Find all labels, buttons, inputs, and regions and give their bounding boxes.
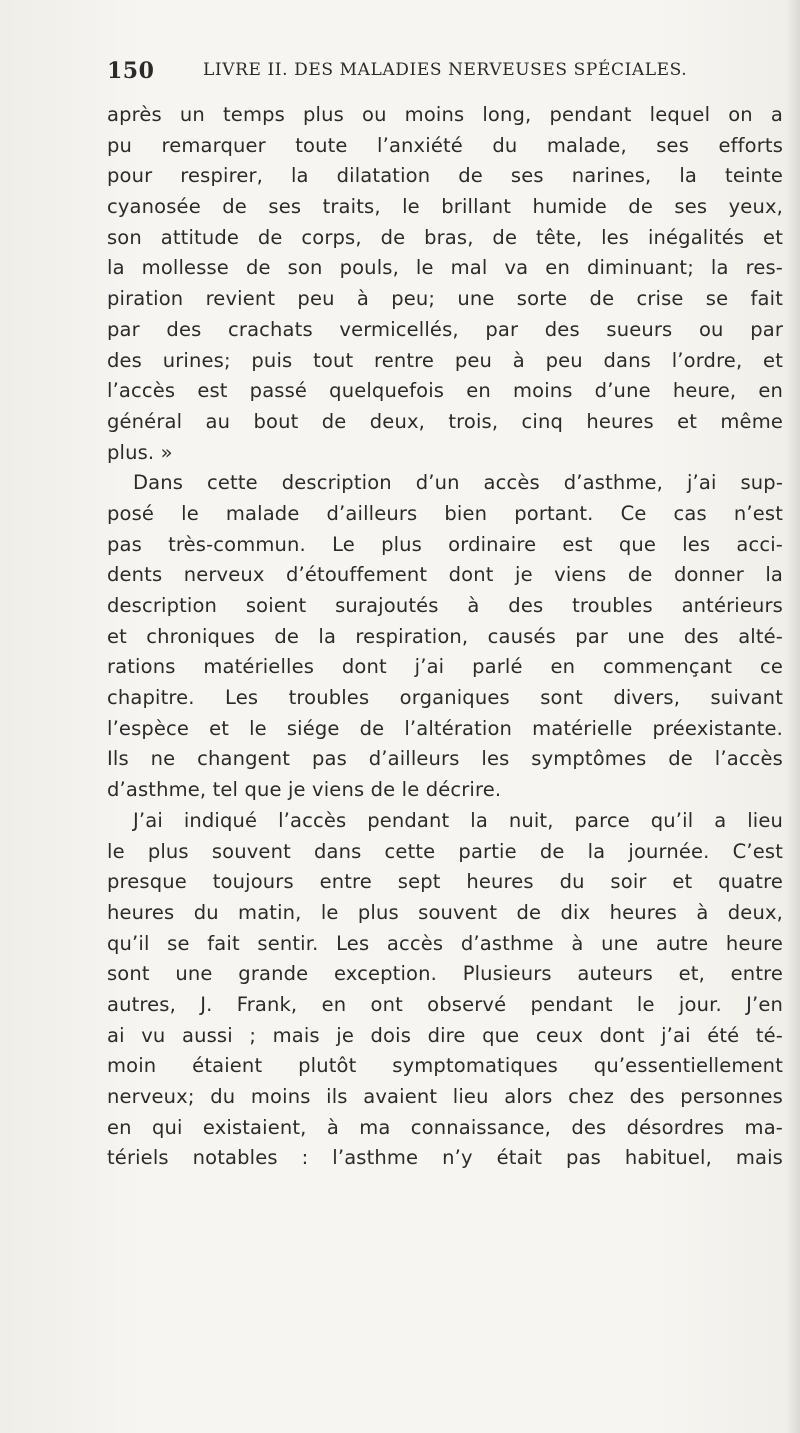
text-line: piration revient peu à peu; une sorte de crise se fait bbox=[107, 287, 783, 311]
text-line: général au bout de deux, trois, cinq heures et même bbox=[107, 409, 783, 433]
text-line: pour respirer, la dilatation de ses narines, la teinte bbox=[107, 164, 783, 188]
text-line: autres, J. Frank, en ont observé pendant le jour. J’en bbox=[107, 992, 783, 1016]
text-line: posé le malade d’ailleurs bien portant. Ce cas n’est bbox=[107, 501, 783, 525]
text-line: pu remarquer toute l’anxiété du malade, ses efforts bbox=[107, 133, 783, 157]
text-line: Dans cette description d’un accès d’asthme, j’ai sup- bbox=[133, 471, 783, 495]
text-line: l’accès est passé quelquefois en moins d’une heure, en bbox=[107, 379, 783, 403]
text-line: Ils ne changent pas d’ailleurs les symptômes de l’accès bbox=[107, 747, 783, 771]
running-head: LIVRE II. DES MALADIES NERVEUSES SPÉCIALES. bbox=[203, 60, 688, 80]
text-line: presque toujours entre sept heures du soir et quatre bbox=[107, 870, 783, 894]
text-line: pas très-commun. Le plus ordinaire est que les acci- bbox=[107, 532, 783, 556]
text-line: en qui existaient, à ma connaissance, des désordres ma- bbox=[107, 1115, 783, 1139]
text-line: dents nerveux d’étouffement dont je viens de donner la bbox=[107, 563, 783, 587]
text-line: J’ai indiqué l’accès pendant la nuit, parce qu’il a lieu bbox=[133, 808, 783, 832]
text-line: qu’il se fait sentir. Les accès d’asthme à une autre heure bbox=[107, 931, 783, 955]
text-line: heures du matin, le plus souvent de dix heures à deux, bbox=[107, 900, 783, 924]
text-line: et chroniques de la respiration, causés par une des alté- bbox=[107, 624, 783, 648]
text-line: la mollesse de son pouls, le mal va en diminuant; la res- bbox=[107, 256, 783, 280]
text-line: d’asthme, tel que je viens de le décrire. bbox=[107, 778, 502, 802]
text-line: par des crachats vermicellés, par des sueurs ou par bbox=[107, 317, 783, 341]
page-header bbox=[107, 58, 688, 92]
text-line: sont une grande exception. Plusieurs auteurs et, entre bbox=[107, 962, 783, 986]
page-edge-shadow bbox=[786, 0, 800, 1433]
text-line: moin étaient plutôt symptomatiques qu’essentiellement bbox=[107, 1054, 783, 1078]
text-line: rations matérielles dont j’ai parlé en commençant ce bbox=[107, 655, 783, 679]
text-line: ai vu aussi ; mais je dois dire que ceux dont j’ai été té- bbox=[107, 1023, 783, 1047]
text-line: des urines; puis tout rentre peu à peu dans l’ordre, et bbox=[107, 348, 783, 372]
text-line: cyanosée de ses traits, le brillant humide de ses yeux, bbox=[107, 195, 783, 219]
text-line: tériels notables : l’asthme n’y était pas habituel, mais bbox=[107, 1146, 783, 1170]
text-line: après un temps plus ou moins long, pendant lequel on a bbox=[107, 103, 783, 126]
text-line: le plus souvent dans cette partie de la journée. C’est bbox=[107, 839, 783, 863]
page-number: 150 bbox=[107, 58, 155, 84]
text-line: l’espèce et le siége de l’altération matérielle préexistante. bbox=[107, 716, 783, 740]
text-line: chapitre. Les troubles organiques sont divers, suivant bbox=[107, 686, 783, 710]
text-line: nerveux; du moins ils avaient lieu alors chez des personnes bbox=[107, 1085, 783, 1108]
body-text bbox=[107, 100, 783, 1174]
text-line: description soient surajoutés à des troubles antérieurs bbox=[107, 594, 783, 617]
text-line: plus. » bbox=[107, 440, 173, 464]
text-line: son attitude de corps, de bras, de tête, les inégalités et bbox=[107, 225, 783, 249]
